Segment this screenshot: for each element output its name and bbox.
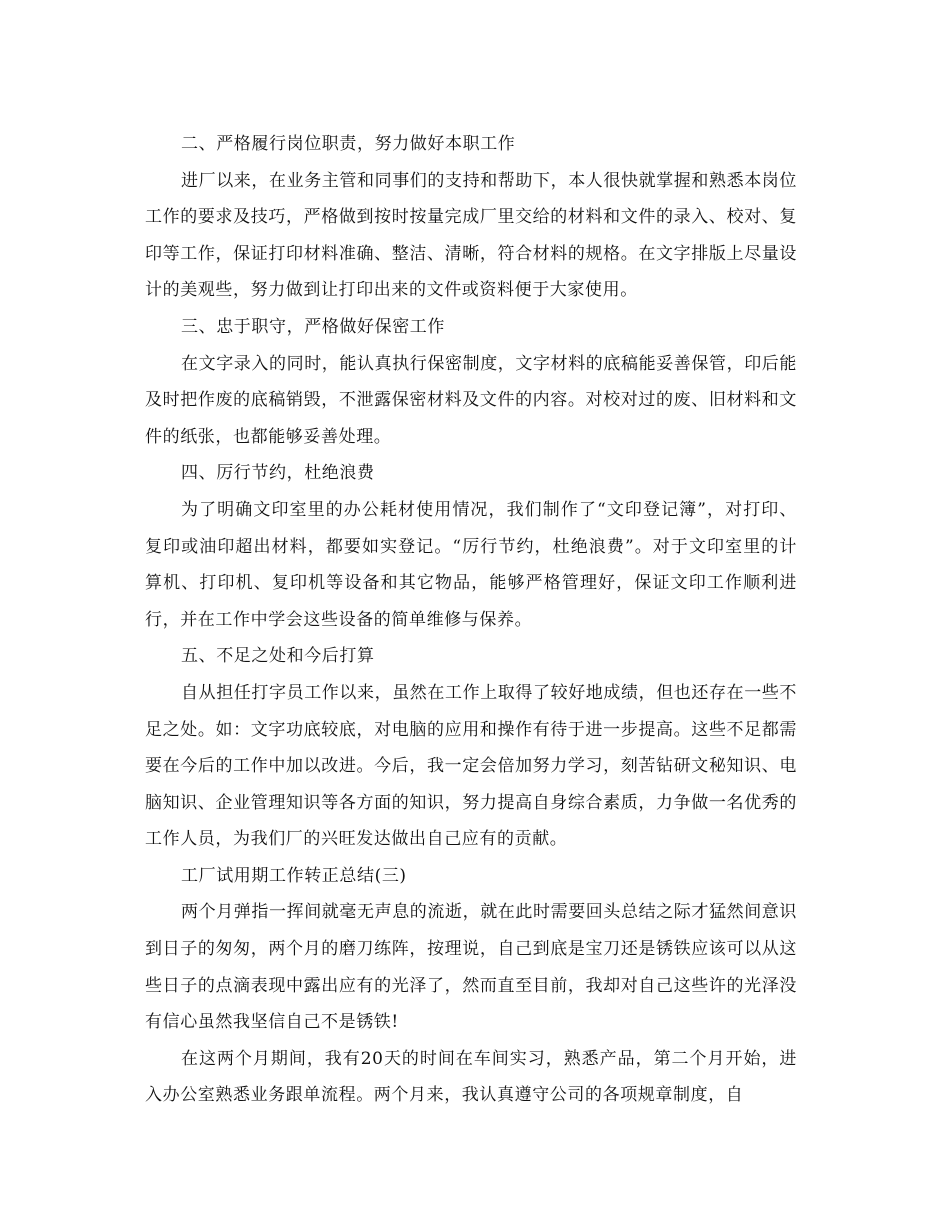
paragraph-shortcomings: 自从担任打字员工作以来，虽然在工作上取得了较好地成绩，但也还存在一些不足之处。如：文字功底较底，对电脑的应用和操作有待于进一步提高。这些不足都需要在今后的工作中加以改进。今后，我一定会倍加努力学习，刻苦钻研文秘知识、电脑知识、企业管理知识等各方面的知识，努力提高自身综合素质，力争做一名优秀的工作人员，为我们厂的兴旺发达做出自己应有的贡献。 (145, 682, 797, 850)
section-heading-thrift: 四、厉行节约，杜绝浪费 (181, 463, 375, 484)
paragraph-two-months: 两个月弹指一挥间就毫无声息的流逝，就在此时需要回头总结之际才猛然间意识到日子的匆匆，两个月的磨刀练阵，按理说，自己到底是宝刀还是锈铁应该可以从这些日子的点滴表现中露出应有的光泽了，然而直至目前，我却对自己这些许的光泽没有信心虽然我坚信自己不是锈铁! (145, 902, 797, 1033)
document-body (145, 126, 797, 1114)
paragraph-thrift: 为了明确文印室里的办公耗材使用情况，我们制作了“文印登记簿”，对打印、复印或油印超出材料，都要如实登记。“厉行节约，杜绝浪费”。对于文印室里的计算机、打印机、复印机等设备和其它物品，能够严格管理好，保证文印工作顺利进行，并在工作中学会这些设备的简单维修与保养。 (145, 499, 797, 630)
section-heading-shortcomings: 五、不足之处和今后打算 (181, 646, 375, 667)
summary-title-three: 工厂试用期工作转正总结(三) (181, 865, 407, 886)
paragraph-confidentiality: 在文字录入的同时，能认真执行保密制度，文字材料的底稿能妥善保管，印后能及时把作废的底稿销毁，不泄露保密材料及文件的内容。对校对过的废、旧材料和文件的纸张，也都能够妥善处理。 (145, 353, 797, 447)
paragraph-internship: 在这两个月期间，我有20天的时间在车间实习，熟悉产品，第二个月开始，进入办公室熟悉业务跟单流程。两个月来，我认真遵守公司的各项规章制度，自 (145, 1048, 797, 1106)
paragraph-duties: 进厂以来，在业务主管和同事们的支持和帮助下，本人很快就掌握和熟悉本岗位工作的要求及技巧，严格做到按时按量完成厂里交给的材料和文件的录入、校对、复印等工作，保证打印材料准确、整洁、清晰，符合材料的规格。在文字排版上尽量设计的美观些，努力做到让打印出来的文件或资料便于大家使用。 (145, 170, 797, 301)
section-heading-confidentiality: 三、忠于职守，严格做好保密工作 (181, 316, 445, 337)
section-heading-duties: 二、严格履行岗位职责，努力做好本职工作 (181, 134, 516, 154)
